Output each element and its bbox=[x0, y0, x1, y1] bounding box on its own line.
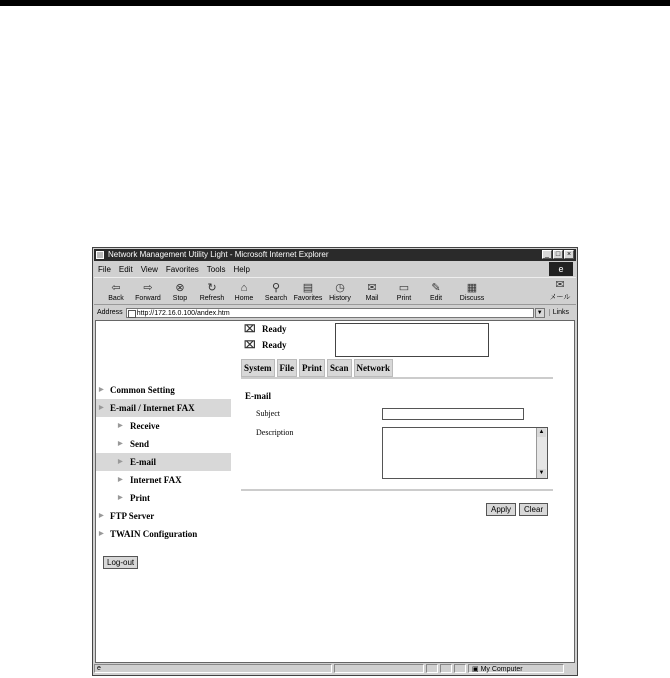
toolbar-label: Mail bbox=[365, 295, 379, 302]
toolbar-label: Stop bbox=[172, 295, 188, 302]
ie-icon bbox=[96, 251, 104, 259]
status-pane bbox=[454, 664, 466, 673]
toolbar-label: Favorites bbox=[293, 295, 323, 302]
arrow-right-icon: ▶ bbox=[118, 423, 123, 429]
sidebar-item-label: E-mail / Internet FAX bbox=[110, 403, 195, 413]
favorites-icon: ▤ bbox=[302, 282, 314, 294]
sidebar-item-common-setting[interactable] bbox=[96, 381, 231, 399]
links-button[interactable]: Links bbox=[549, 309, 569, 316]
status-pane bbox=[440, 664, 452, 673]
sidebar-item-label: Common Setting bbox=[110, 385, 175, 395]
address-bar bbox=[94, 306, 576, 319]
ie-logo-icon: e bbox=[549, 262, 573, 276]
toolbar-label: Search bbox=[264, 295, 288, 302]
discuss-icon: ▦ bbox=[466, 282, 478, 294]
arrow-right-icon: ▶ bbox=[99, 387, 104, 393]
sidebar-item-receive[interactable] bbox=[96, 417, 231, 435]
address-url: http://172.16.0.100/andex.htm bbox=[136, 309, 230, 317]
sidebar-item-twain-configuration[interactable] bbox=[96, 525, 231, 543]
sidebar-item-label: E-mail bbox=[130, 457, 156, 467]
print-icon: ▭ bbox=[398, 282, 410, 294]
toolbar-label: Home bbox=[234, 295, 254, 302]
scroll-down-icon[interactable]: ▼ bbox=[538, 470, 545, 476]
stop-button[interactable] bbox=[164, 282, 196, 304]
edit-button[interactable] bbox=[420, 282, 452, 304]
toolbar-label: Back bbox=[108, 295, 124, 302]
description-textarea[interactable] bbox=[382, 427, 548, 479]
arrow-right-icon: ▶ bbox=[118, 459, 123, 465]
mail-button[interactable] bbox=[356, 282, 388, 304]
sidebar-item-label: Internet FAX bbox=[130, 475, 182, 485]
toolbar-label: メール bbox=[549, 294, 571, 301]
home-button[interactable] bbox=[228, 282, 260, 304]
address-input[interactable] bbox=[126, 308, 534, 318]
menu-view[interactable]: View bbox=[140, 264, 158, 274]
apply-button[interactable]: Apply bbox=[486, 503, 516, 516]
arrow-right-icon: ▶ bbox=[99, 405, 104, 411]
arrow-right-icon: ▶ bbox=[118, 441, 123, 447]
sidebar-item-label: Send bbox=[130, 439, 150, 449]
sidebar-item-internet-fax[interactable] bbox=[96, 471, 231, 489]
form-divider bbox=[241, 489, 553, 491]
search-icon: ⚲ bbox=[271, 282, 281, 294]
tab-system[interactable]: System bbox=[241, 359, 275, 377]
arrow-right-icon: ▶ bbox=[99, 513, 104, 519]
toolbar bbox=[94, 277, 576, 305]
toolbar-label: Print bbox=[396, 295, 412, 302]
sidebar-item-label: FTP Server bbox=[110, 511, 155, 521]
tab-scan[interactable]: Scan bbox=[327, 359, 352, 377]
page-content bbox=[95, 320, 575, 663]
status-bar bbox=[94, 663, 576, 674]
status-page-icon: e bbox=[94, 664, 332, 673]
messenger-button[interactable] bbox=[544, 279, 576, 304]
sidebar-item-label: Receive bbox=[130, 421, 160, 431]
sidebar bbox=[96, 381, 231, 543]
tab-divider bbox=[241, 377, 553, 379]
toolbar-label: Discuss bbox=[459, 295, 485, 302]
mail-icon: ✉ bbox=[367, 282, 377, 294]
toolbar-label: Edit bbox=[429, 295, 443, 302]
history-icon: ◷ bbox=[335, 282, 345, 294]
close-button[interactable]: × bbox=[564, 250, 574, 259]
computer-icon: ▣ bbox=[472, 666, 481, 673]
discuss-button[interactable] bbox=[452, 282, 492, 304]
stop-icon: ⊗ bbox=[175, 282, 185, 294]
menu-edit[interactable]: Edit bbox=[118, 264, 133, 274]
refresh-button[interactable] bbox=[196, 282, 228, 304]
history-button[interactable] bbox=[324, 282, 356, 304]
zone-indicator: ▣ My Computer bbox=[468, 664, 564, 673]
arrow-right-icon: ▶ bbox=[118, 495, 123, 501]
sidebar-item-e-mail-internet-fax[interactable] bbox=[96, 399, 231, 417]
search-button[interactable] bbox=[260, 282, 292, 304]
forward-arrow-icon: ⇨ bbox=[143, 282, 153, 294]
subject-label: Subject bbox=[256, 409, 280, 418]
sidebar-item-label: Print bbox=[130, 493, 150, 503]
menu-tools[interactable]: Tools bbox=[206, 264, 226, 274]
scanner-icon: ⌧ bbox=[244, 340, 256, 351]
minimize-button[interactable]: _ bbox=[542, 250, 552, 259]
arrow-right-icon: ▶ bbox=[99, 531, 104, 537]
logout-button[interactable]: Log-out bbox=[103, 556, 138, 569]
maximize-button[interactable]: □ bbox=[553, 250, 563, 259]
title-bar bbox=[94, 249, 576, 261]
print-button[interactable] bbox=[388, 282, 420, 304]
textarea-scrollbar[interactable] bbox=[536, 428, 547, 478]
subject-input[interactable] bbox=[382, 408, 524, 420]
edit-icon: ✎ bbox=[431, 282, 441, 294]
menu-help[interactable]: Help bbox=[233, 264, 250, 274]
back-button[interactable] bbox=[100, 282, 132, 304]
toolbar-label: History bbox=[329, 295, 351, 302]
address-label: Address bbox=[97, 309, 123, 316]
favorites-button[interactable] bbox=[292, 282, 324, 304]
home-icon: ⌂ bbox=[240, 282, 248, 294]
status-pane bbox=[334, 664, 424, 673]
tab-bar bbox=[241, 359, 395, 377]
refresh-icon: ↻ bbox=[207, 282, 217, 294]
menu-bar bbox=[94, 262, 576, 276]
back-arrow-icon: ⇦ bbox=[111, 282, 121, 294]
clear-button[interactable]: Clear bbox=[519, 503, 548, 516]
toolbar-label: Forward bbox=[135, 295, 161, 302]
sidebar-item-label: TWAIN Configuration bbox=[110, 529, 198, 539]
menu-favorites[interactable]: Favorites bbox=[165, 264, 199, 274]
arrow-right-icon: ▶ bbox=[118, 477, 123, 483]
description-label: Description bbox=[256, 428, 294, 437]
printer-status-1: ⌧ Ready bbox=[244, 324, 287, 335]
menu-file[interactable]: File bbox=[98, 264, 111, 274]
tab-file[interactable]: File bbox=[277, 359, 298, 377]
printer-status-2: ⌧ Ready bbox=[244, 340, 287, 351]
window-title: Network Management Utility Light - Microsoft Internet Explorer bbox=[108, 250, 329, 259]
address-dropdown-button[interactable]: ▼ bbox=[535, 308, 545, 318]
browser-window bbox=[92, 247, 578, 676]
tab-network[interactable]: Network bbox=[354, 359, 394, 377]
sidebar-item-print[interactable] bbox=[96, 489, 231, 507]
page-top-rule bbox=[0, 0, 670, 6]
tab-print[interactable]: Print bbox=[299, 359, 325, 377]
toolbar-label: Refresh bbox=[199, 295, 225, 302]
status-message-box bbox=[335, 323, 489, 357]
sidebar-item-send[interactable] bbox=[96, 435, 231, 453]
sidebar-item-e-mail[interactable] bbox=[96, 453, 231, 471]
sidebar-item-ftp-server[interactable] bbox=[96, 507, 231, 525]
section-title: E-mail bbox=[245, 391, 271, 401]
forward-button[interactable] bbox=[132, 282, 164, 304]
status-pane bbox=[426, 664, 438, 673]
printer-icon: ⌧ bbox=[244, 324, 256, 335]
scroll-up-icon[interactable]: ▲ bbox=[538, 429, 545, 435]
page-icon bbox=[128, 310, 136, 318]
messenger-icon: ✉ bbox=[555, 279, 565, 291]
